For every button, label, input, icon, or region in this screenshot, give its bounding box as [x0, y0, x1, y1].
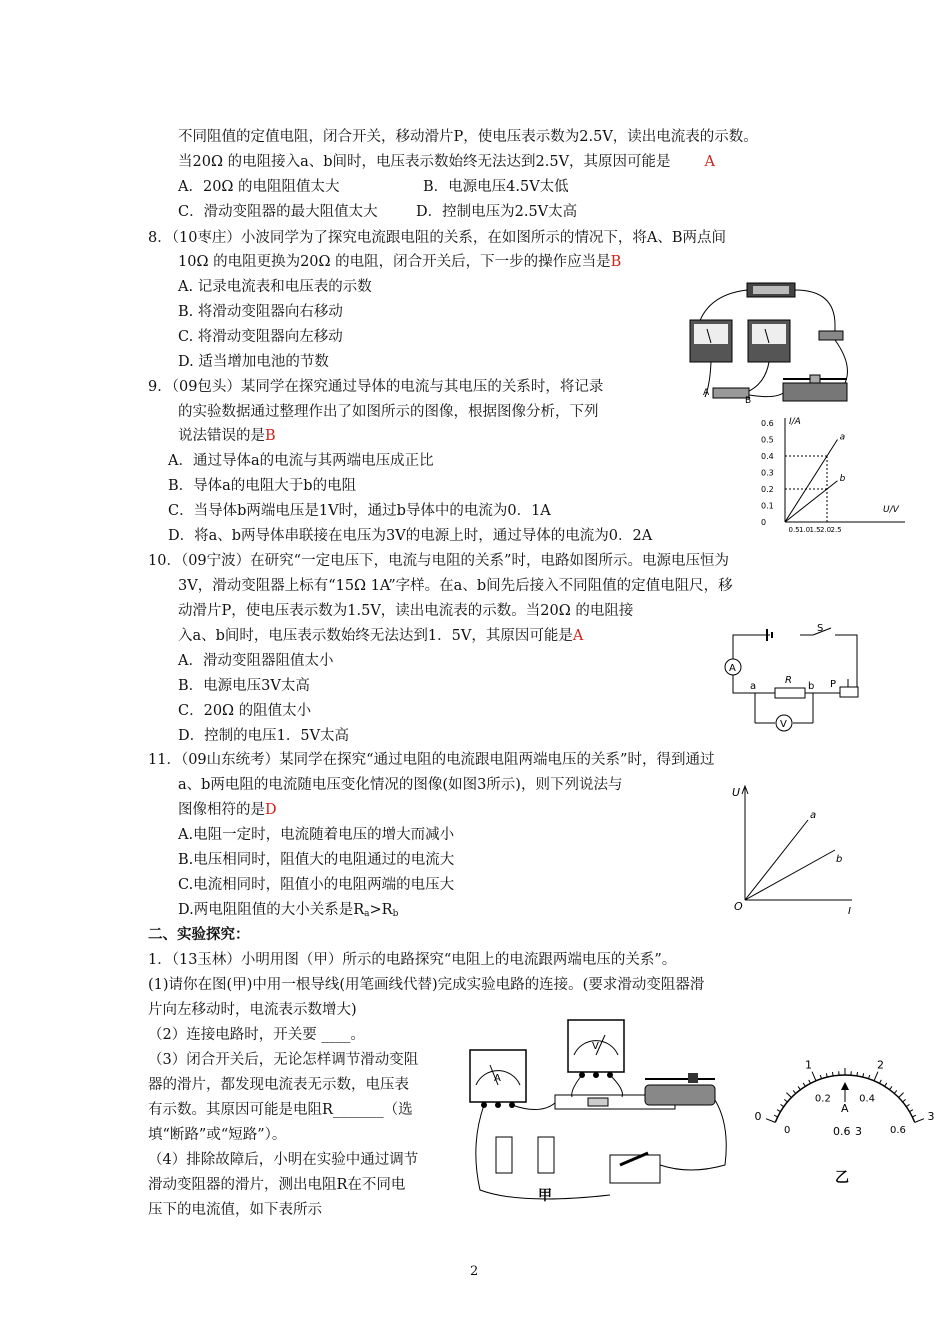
option: B．电源电压3V太高: [178, 678, 310, 694]
terminal-0.6: 0.6: [833, 1125, 851, 1138]
dial-inner-label: 0.2: [814, 1093, 831, 1105]
text-line: 滑动变阻器的滑片，测出电阻R在不同电: [148, 1177, 406, 1193]
dial-tick: [793, 1090, 796, 1093]
text-line: 入a、b间时，电压表示数始终无法达到1．5V，其原因可能是A: [178, 628, 584, 644]
option: B.电压相同时，阻值大的电阻通过的电流大: [178, 852, 455, 868]
dial-tick: [832, 1072, 833, 1076]
line-a-label: a: [839, 432, 846, 443]
unit-label: A: [841, 1102, 849, 1115]
y-tick-label: 0.5: [761, 435, 774, 445]
option: C．当导体b两端电压是1V时，通过b导体中的电流为0．1A: [168, 503, 551, 519]
dial-tick: [879, 1080, 881, 1084]
dial-tick: [909, 1110, 912, 1112]
node-a-label: a: [750, 681, 757, 692]
axis-i-label: I: [848, 906, 851, 917]
text-line: 动滑片P，使电压表示数为1.5V，读出电流表的示数。当20Ω 的电阻接: [178, 603, 634, 619]
option: A. 记录电流表和电压表的示数: [178, 279, 372, 295]
point-a-label: A: [703, 388, 710, 398]
text-line: （4）排除故障后，小明在实验中通过调节: [148, 1152, 419, 1168]
dial-outer-label: 1: [804, 1058, 812, 1072]
svg-text:V: V: [780, 719, 787, 730]
dial-outer-label: 3: [927, 1109, 935, 1123]
text-line: 器的滑片，都发现电流表无示数，电压表: [148, 1077, 409, 1093]
iu-graph-q9: [745, 410, 915, 540]
dial-tick: [774, 1115, 778, 1117]
x-tick-label: 2.5: [830, 526, 842, 534]
svg-text:A: A: [729, 663, 736, 674]
dial-tick: [781, 1104, 784, 1106]
x-tick-label: 2.0: [820, 526, 832, 534]
axis-u-label: U: [732, 786, 741, 799]
option: C. 将滑动变阻器向左移动: [178, 329, 343, 345]
dial-tick: [820, 1075, 821, 1079]
question-11: 11．（09山东统考）某同学在探究“通过电阻的电流跟电阻两端电压的关系”时，得到通过: [148, 752, 715, 768]
answer: D: [265, 802, 277, 818]
circuit-diagram-q10: [715, 625, 865, 735]
dial-tick: [915, 1119, 924, 1123]
voltmeter-icon: [568, 1020, 624, 1078]
answer: B: [610, 254, 622, 270]
dial-tick: [912, 1115, 916, 1117]
line-b-label: b: [839, 473, 846, 484]
option: D. 适当增加电池的节数: [178, 354, 329, 370]
voltmeter-icon: [690, 320, 732, 362]
text-line: 有示数。其原因可能是电阻R_______（选: [148, 1102, 413, 1118]
dial-tick: [899, 1093, 904, 1098]
y-tick-label: 0: [761, 518, 767, 527]
text-line: 图像相符的是D: [178, 802, 277, 818]
dial-tick: [890, 1086, 892, 1089]
dial-tick: [812, 1072, 816, 1081]
dial-outer-label: 2: [877, 1058, 885, 1072]
dial-tick: [874, 1072, 878, 1081]
dial-inner-label: 0: [784, 1125, 791, 1137]
option: C.电流相同时，阻值小的电阻两端的电压大: [178, 877, 455, 893]
question-8: 8．（10枣庄）小波同学为了探究电流跟电阻的关系，在如图所示的情况下，将A、B两点间: [148, 230, 727, 246]
dial-tick: [777, 1110, 780, 1112]
figure-yi-dial: [755, 1040, 935, 1190]
option: B．导体a的电阻大于b的电阻: [168, 478, 357, 494]
option: D．控制的电压1．5V太高: [178, 728, 350, 744]
y-axis-label: I/A: [789, 417, 801, 427]
option: C．滑动变阻器的最大阻值太大: [178, 204, 378, 220]
dial-outer-label: 0: [754, 1109, 762, 1123]
dial-tick: [809, 1080, 811, 1084]
y-tick-label: 0.3: [761, 468, 774, 478]
dial-tick: [798, 1086, 800, 1089]
origin-label: O: [734, 900, 743, 913]
dial-tick: [868, 1075, 869, 1079]
x-tick-label: 1.0: [799, 526, 811, 534]
option: D．将a、b两导体串联接在电压为3V的电源上时，通过导体的电流为0．2A: [168, 528, 653, 544]
line-b: [785, 481, 838, 522]
text-line: 说法错误的是B: [178, 428, 276, 444]
caption-jia: 甲: [538, 1188, 552, 1204]
ammeter-icon: [748, 320, 790, 362]
text-line: (1)请你在图(甲)中用一根导线(用笔画线代替)完成实验电路的连接。(要求滑动变阻器滑: [148, 977, 705, 993]
x-axis-label: U/V: [883, 505, 899, 515]
option: B．电源电压4.5V太低: [423, 179, 569, 195]
line-a-label: a: [810, 810, 817, 821]
svg-text:V: V: [592, 1041, 599, 1052]
y-tick-label: 0.4: [761, 452, 774, 461]
dial-tick: [906, 1104, 909, 1106]
circuit-figure-q8: [685, 275, 865, 415]
line-b-label: b: [836, 854, 843, 865]
text-line: a、b两电阻的电流随电压变化情况的图像(如图3所示)，则下列说法与: [178, 777, 623, 793]
option: A．通过导体a的电流与其两端电压成正比: [168, 453, 434, 469]
text-line: 的实验数据通过整理作出了如图所示的图像，根据图像分析，下列: [178, 404, 599, 420]
slider-label: P: [830, 679, 837, 690]
option: A．滑动变阻器阻值太小: [178, 653, 334, 669]
node-b-label: b: [808, 681, 815, 692]
text-line: 片向左移动时，电流表示数增大): [148, 1002, 357, 1018]
dial-tick: [894, 1090, 897, 1093]
section-heading: 二、实验探究：: [148, 926, 250, 943]
answer: A: [704, 154, 716, 170]
option: A．20Ω 的电阻阻值太大: [178, 179, 340, 195]
ammeter-icon: [470, 1050, 526, 1108]
dial-tick: [803, 1083, 805, 1086]
point-b-label: B: [745, 396, 752, 406]
dial-tick: [784, 1099, 787, 1102]
text-line: 当20Ω 的电阻接入a、b间时，电压表示数始终无法达到2.5V，其原因可能是 A: [178, 154, 716, 170]
line-a: [785, 440, 838, 523]
svg-text:A: A: [494, 1073, 501, 1084]
switch-label: S: [817, 623, 824, 634]
switch-icon: [610, 1153, 660, 1183]
dial-inner-label: 0.6: [889, 1125, 906, 1137]
option: B. 将滑动变阻器向右移动: [178, 304, 343, 320]
terminal-3: 3: [855, 1125, 862, 1138]
text-line: 3V，滑动变阻器上标有“15Ω 1A”字样。在a、b间先后接入不同阻值的定值电阻尺，移: [178, 578, 733, 594]
y-tick-label: 0.2: [761, 485, 774, 494]
text-line: 填“断路”或“短路”）。: [148, 1127, 287, 1143]
text-line: 压下的电流值，如下表所示: [148, 1202, 322, 1218]
rheostat-icon: [783, 375, 847, 401]
question-9: 9．（09包头）某同学在探究通过导体的电流与其电压的关系时，将记录: [148, 379, 604, 395]
resistor-label: R: [785, 675, 792, 686]
y-tick-label: 0.6: [761, 419, 774, 428]
option: A.电阻一定时，电流随着电压的增大而减小: [178, 827, 455, 843]
text-line: （3）闭合开关后，无论怎样调节滑动变阻: [148, 1052, 419, 1068]
dial-tick: [766, 1119, 775, 1123]
dial-tick: [885, 1083, 887, 1086]
experiment-1: 1．（13玉林）小明用图（甲）所示的电路探究“电阻上的电流跟两端电压的关系”。: [148, 952, 677, 968]
figure-jia-setup: [460, 1015, 730, 1205]
rheostat-icon: [645, 1073, 715, 1105]
dial-tick: [857, 1072, 858, 1076]
answer: B: [265, 428, 276, 444]
line-b: [745, 850, 835, 900]
x-tick-label: 0.5: [788, 526, 800, 534]
text-line: 不同阻值的定值电阻，闭合开关，移动滑片P，使电压表示数为2.5V，读出电流表的示数。: [178, 129, 758, 145]
page-number: 2: [470, 1264, 479, 1279]
caption-yi: 乙: [835, 1170, 849, 1186]
dial-tick: [903, 1099, 906, 1102]
option: D．控制电压为2.5V太高: [416, 204, 578, 220]
text-line: 10Ω 的电阻更换为20Ω 的电阻，闭合开关后，下一步的操作应当是B: [178, 254, 622, 270]
answer: A: [572, 628, 584, 644]
text-line: （2）连接电路时，开关要 ____。: [148, 1027, 365, 1043]
question-10: 10．（09宁波）在研究“一定电压下，电流与电阻的关系”时，电路如图所示。电源电压恒为: [148, 553, 729, 569]
ui-graph-q11: [730, 780, 860, 915]
x-tick-label: 1.5: [809, 526, 821, 534]
dial-inner-label: 0.4: [859, 1093, 875, 1105]
dial-tick: [786, 1093, 791, 1098]
option: C．20Ω 的阻值太小: [178, 703, 312, 719]
option: D.两电阻阻值的大小关系是$R_a>R_b$: [178, 902, 399, 919]
line-a: [745, 820, 808, 900]
battery-icon: [496, 1137, 554, 1173]
y-tick-label: 0.1: [761, 501, 774, 511]
